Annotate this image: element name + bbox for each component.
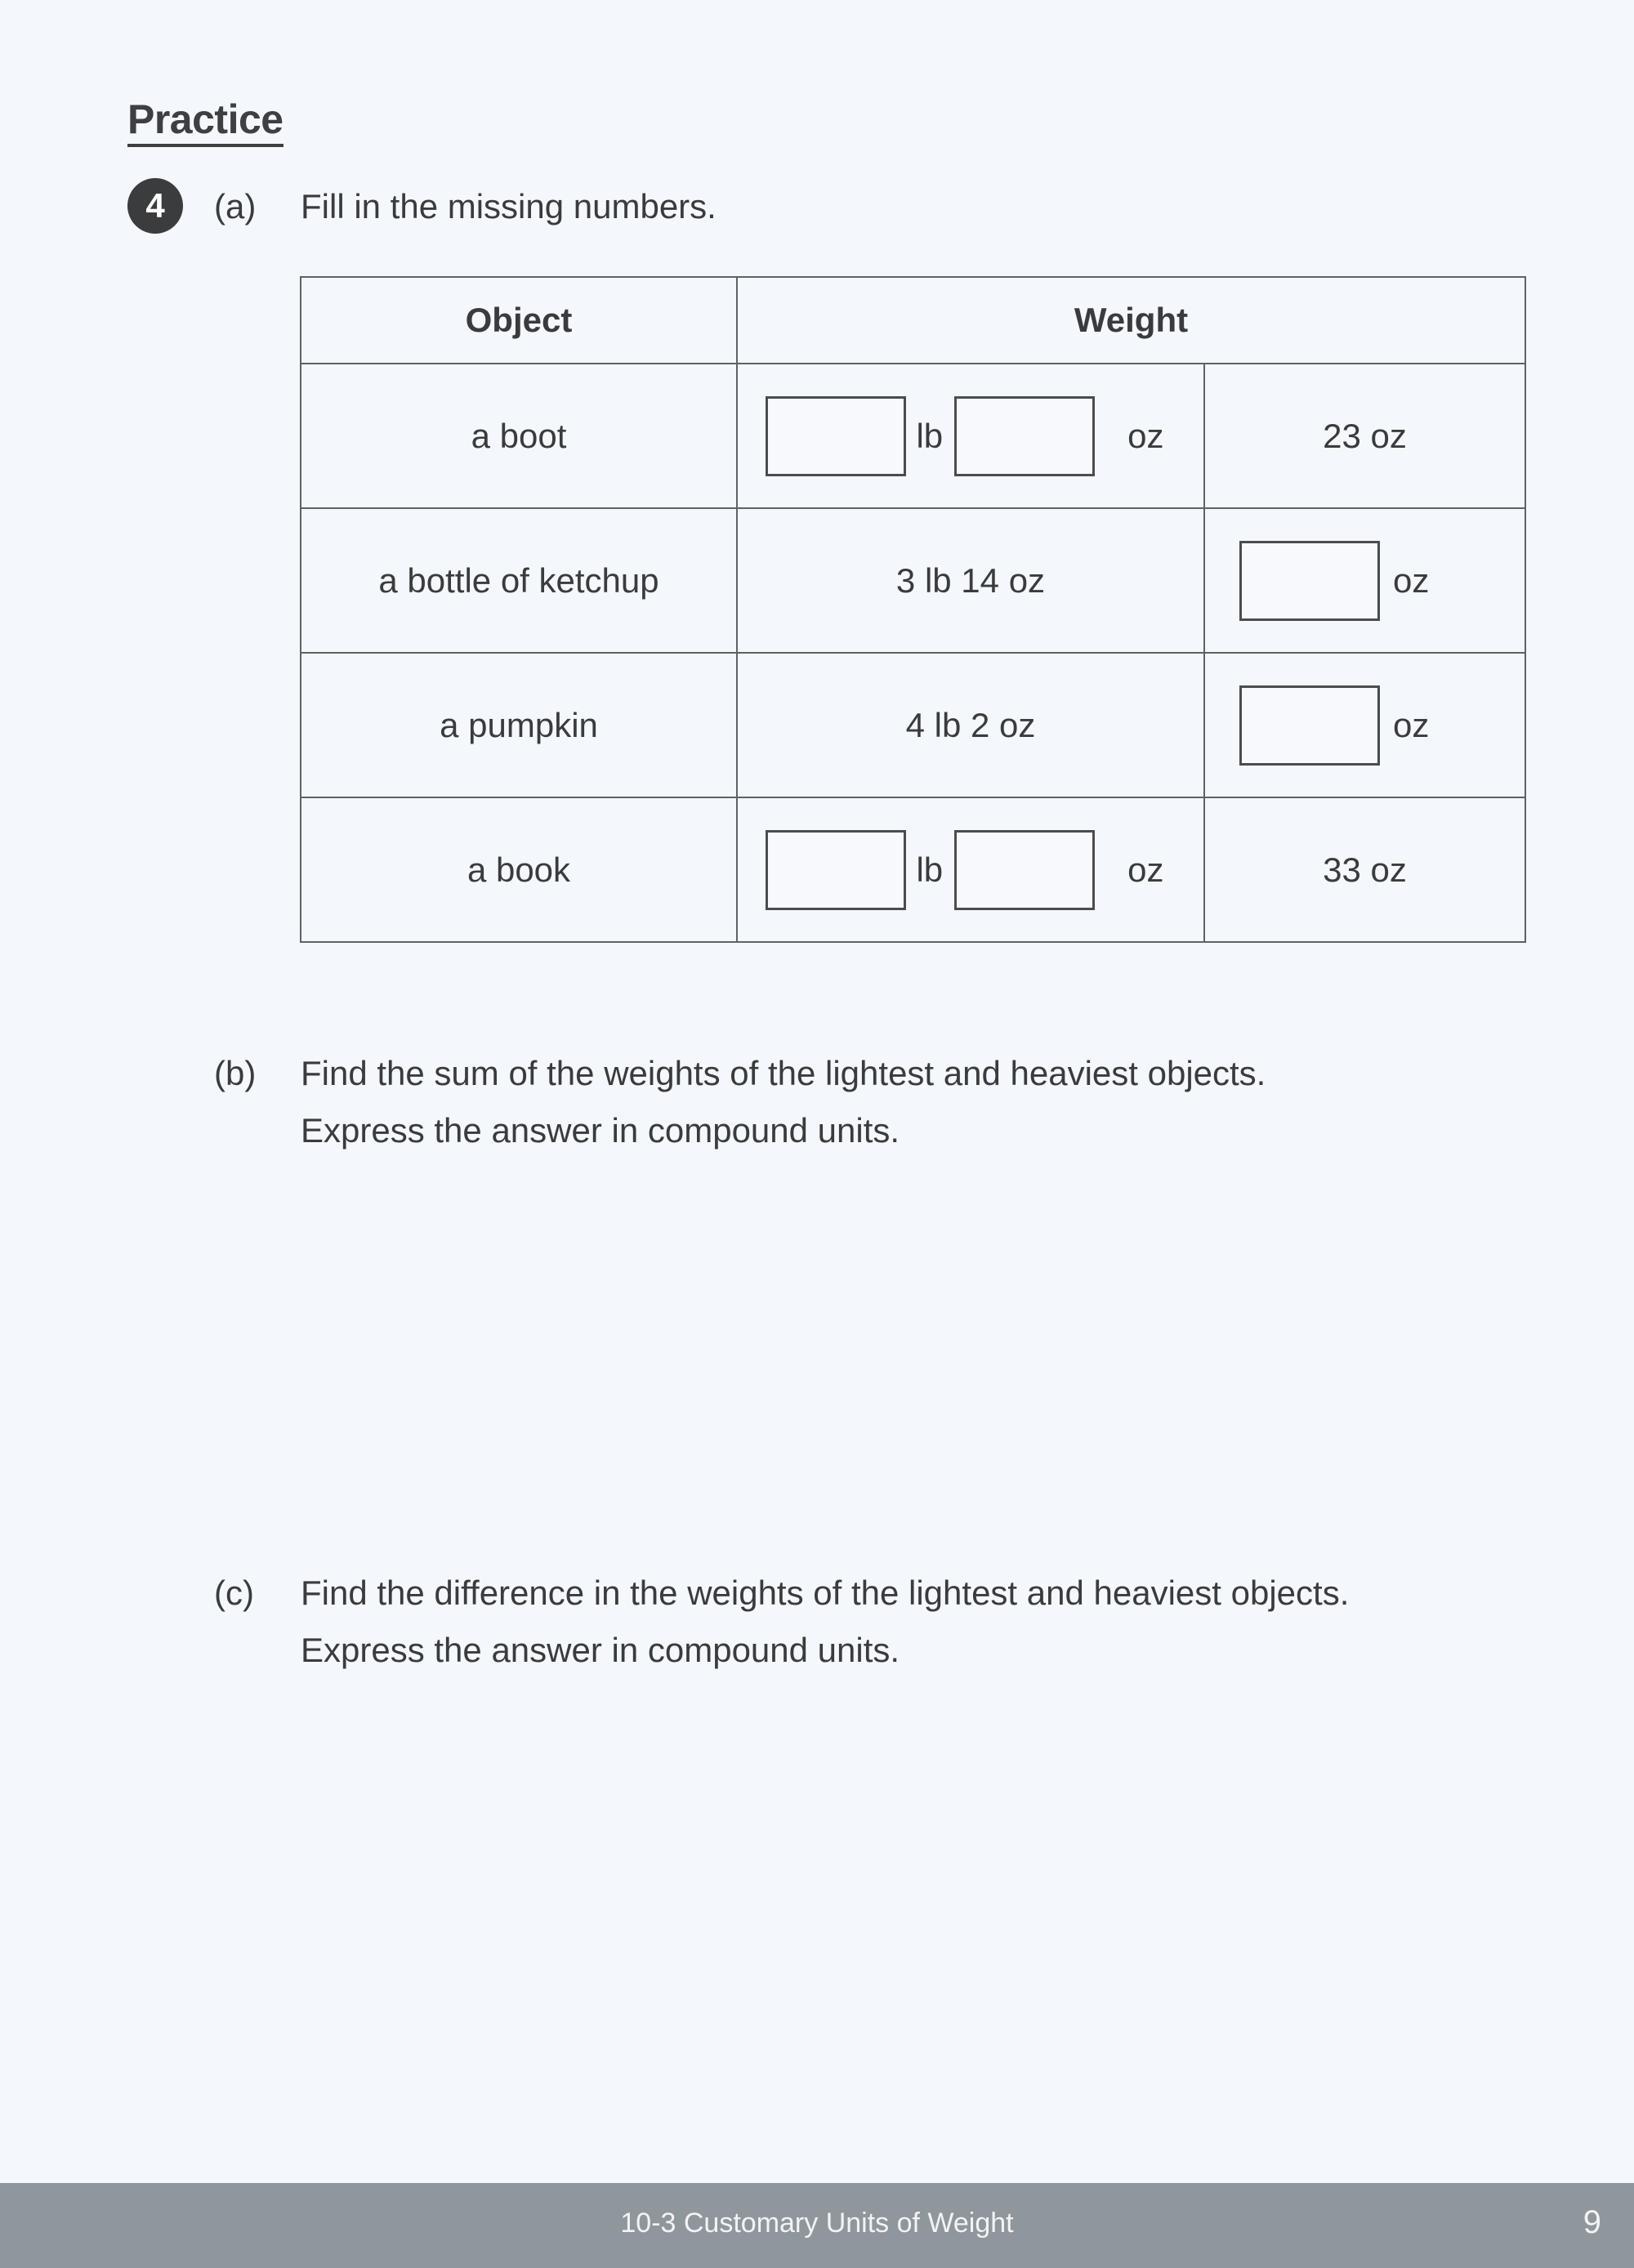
header-weight: Weight	[737, 277, 1525, 364]
page-footer	[0, 2183, 1634, 2268]
header-object: Object	[301, 277, 737, 364]
table-row	[301, 797, 1525, 942]
page-number: 9	[1583, 2204, 1601, 2240]
oz-answer-box[interactable]	[1239, 685, 1380, 766]
table-row	[301, 653, 1525, 797]
lb-answer-box[interactable]	[766, 830, 906, 910]
compound-weight-cell	[737, 364, 1204, 508]
ounces-cell	[1204, 653, 1525, 797]
lb-unit: lb	[916, 850, 944, 889]
object-cell: a bottle of ketchup	[301, 508, 737, 653]
oz-unit: oz	[1393, 560, 1430, 600]
ounces-cell	[1204, 508, 1525, 653]
oz-answer-box[interactable]	[954, 830, 1095, 910]
part-c-label: (c)	[214, 1574, 254, 1612]
part-b-line1: Find the sum of the weights of the lightest and heaviest objects.	[301, 1054, 1266, 1092]
table-row	[301, 508, 1525, 653]
part-b-line2: Express the answer in compound units.	[301, 1111, 900, 1150]
object-cell: a boot	[301, 364, 737, 508]
oz-answer-box[interactable]	[1239, 541, 1380, 621]
object-cell: a book	[301, 797, 737, 942]
footer-chapter-title: 10-3 Customary Units of Weight	[620, 2208, 1014, 2239]
section-title: Practice	[127, 96, 283, 147]
part-a-label: (a)	[214, 187, 257, 225]
oz-answer-box[interactable]	[954, 396, 1095, 476]
compound-weight-cell: 4 lb 2 oz	[737, 653, 1204, 797]
lb-answer-box[interactable]	[766, 396, 906, 476]
part-b-label: (b)	[214, 1054, 257, 1092]
part-a-text: Fill in the missing numbers.	[301, 187, 717, 225]
lb-unit: lb	[916, 416, 944, 455]
oz-unit: oz	[1127, 850, 1164, 889]
table-header-row	[301, 277, 1525, 364]
oz-unit: oz	[1393, 705, 1430, 744]
ounces-cell: 33 oz	[1204, 797, 1525, 942]
question-number-badge: 4	[127, 178, 183, 234]
compound-weight-cell: 3 lb 14 oz	[737, 508, 1204, 653]
table-row	[301, 364, 1525, 508]
weights-table	[300, 276, 1526, 943]
part-c-line1: Find the difference in the weights of the lightest and heaviest objects.	[301, 1574, 1350, 1612]
compound-weight-cell	[737, 797, 1204, 942]
oz-unit: oz	[1127, 416, 1164, 455]
object-cell: a pumpkin	[301, 653, 737, 797]
part-c-line2: Express the answer in compound units.	[301, 1631, 900, 1669]
ounces-cell: 23 oz	[1204, 364, 1525, 508]
